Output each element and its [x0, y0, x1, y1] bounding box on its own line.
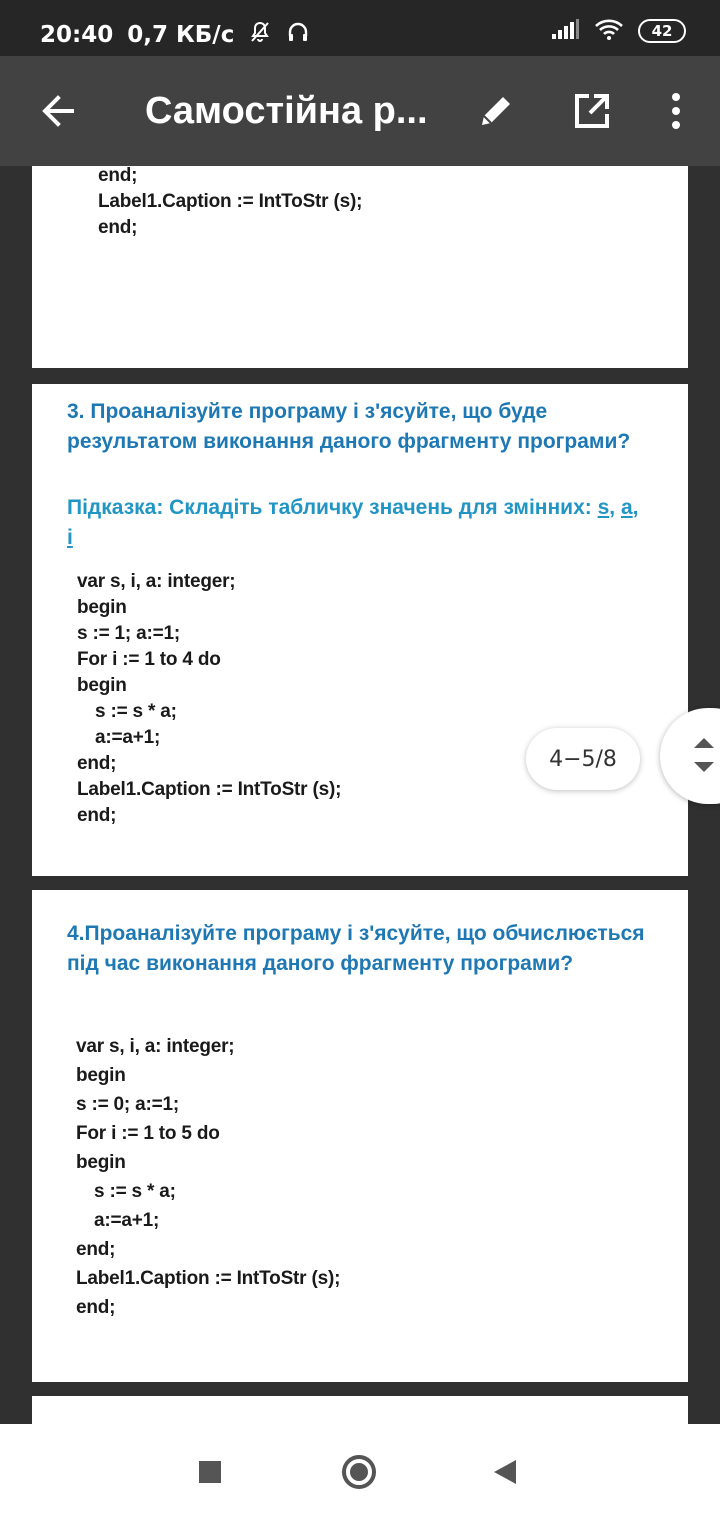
code-line: end; — [77, 805, 117, 826]
hint-var-s: s — [597, 496, 610, 519]
document-page-1 — [32, 166, 688, 368]
code-line: begin — [76, 1152, 126, 1173]
page-indicator: 4−5/8 — [526, 728, 640, 790]
document-page-3 — [32, 890, 688, 1382]
document-title: Самостійна р... — [145, 90, 428, 132]
code-line: Label1.Caption := IntToStr (s); — [77, 779, 342, 800]
battery-indicator: 42 — [638, 19, 686, 43]
code-line: var s, i, a: integer; — [77, 571, 236, 592]
code-line: end; — [76, 1239, 116, 1260]
recents-square-icon[interactable] — [199, 1461, 221, 1483]
hint-prefix: Підказка: Складіть табличку значень для змінних: — [67, 496, 598, 519]
more-vert-icon — [670, 91, 682, 131]
status-bar — [0, 0, 720, 56]
status-left — [40, 20, 310, 50]
code-block-3 — [76, 1032, 340, 1322]
code-line: end; — [98, 217, 138, 238]
code-line: begin — [77, 597, 127, 618]
hint-var-a: a — [620, 496, 633, 519]
back-button[interactable] — [34, 87, 82, 135]
open-external-icon — [572, 91, 612, 131]
back-arrow-icon — [38, 91, 78, 131]
navigation-bar — [0, 1424, 720, 1520]
code-line: a:=a+1; — [94, 1210, 160, 1231]
question-4: 4.Проаналізуйте програму і з'ясуйте, що обчислюється під час виконання даного фрагменту програми? — [67, 922, 645, 975]
more-options-button[interactable] — [656, 87, 696, 135]
code-line: end; — [98, 166, 138, 186]
code-line: s := 0; a:=1; — [76, 1094, 180, 1115]
code-line: begin — [77, 675, 127, 696]
status-time: 20:40 — [40, 22, 114, 48]
hint-text: Підказка: Складіть табличку значень для змінних: s, a, i — [67, 496, 639, 549]
status-right — [550, 18, 686, 44]
open-external-button[interactable] — [568, 87, 616, 135]
scroll-up-icon — [694, 738, 714, 748]
code-line: s := s * a; — [94, 1181, 176, 1202]
home-circle-icon[interactable] — [342, 1455, 376, 1489]
hint-var-i: i — [67, 526, 73, 549]
question-3: 3. Проаналізуйте програму і з'ясуйте, що буде результатом виконання даного фрагменту програми? — [67, 400, 631, 453]
code-line: end; — [77, 753, 117, 774]
code-line: var s, i, a: integer; — [76, 1036, 235, 1057]
back-triangle-icon[interactable] — [494, 1460, 516, 1484]
document-page-2 — [32, 384, 688, 876]
code-line: end; — [76, 1297, 116, 1318]
signal-icon — [550, 19, 580, 43]
edit-pencil-icon — [476, 91, 516, 131]
app-bar — [0, 56, 720, 166]
headphones-icon — [286, 20, 310, 50]
scroll-down-icon — [694, 762, 714, 772]
wifi-icon — [594, 18, 624, 44]
code-line: a:=a+1; — [95, 727, 161, 748]
code-line: For i := 1 to 4 do — [77, 649, 221, 670]
code-line: Label1.Caption := IntToStr (s); — [76, 1268, 341, 1289]
code-line: s := 1; a:=1; — [77, 623, 181, 644]
code-block-2 — [77, 569, 341, 829]
code-line: s := s * a; — [95, 701, 177, 722]
code-line: For i := 1 to 5 do — [76, 1123, 220, 1144]
code-block-1 — [98, 166, 362, 241]
edit-button[interactable] — [472, 87, 520, 135]
mute-bell-icon — [248, 20, 272, 50]
status-network-speed: 0,7 КБ/с — [127, 22, 235, 48]
code-line: Label1.Caption := IntToStr (s); — [98, 191, 363, 212]
code-line: begin — [76, 1065, 126, 1086]
